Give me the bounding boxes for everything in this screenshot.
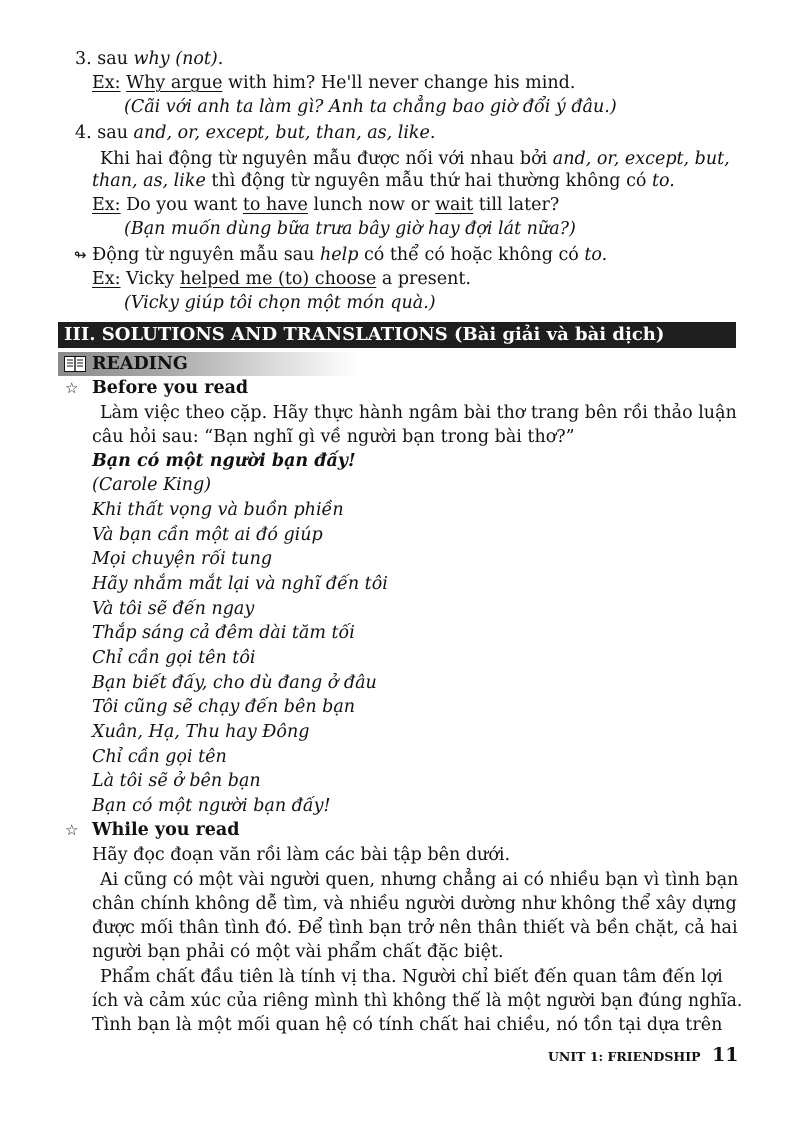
paragraph-line: Tình bạn là một mối quan hệ có tính chất hai chiều, nó tồn tại dựa trên <box>92 1015 723 1035</box>
section4-example: Ex: Do you want to have lunch now or wait till later? <box>92 195 560 215</box>
paragraph-line: ích và cảm xúc của riêng mình thì không thể là một người bạn đúng nghĩa. <box>92 991 743 1011</box>
while-heading: While you read <box>92 820 240 840</box>
poem-title: Bạn có một người bạn đấy! <box>92 451 356 471</box>
poem-author: (Carole King) <box>92 475 212 495</box>
before-line2: câu hỏi sau: “Bạn nghĩ gì về người bạn trong bài thơ?” <box>92 427 575 447</box>
star-icon: ☆ <box>65 821 79 839</box>
note-line: ↬ Động từ nguyên mẫu sau help có thể có hoặc không có to. <box>74 245 608 265</box>
poem-line: Chỉ cần gọi tên tôi <box>92 648 256 668</box>
section4-translation: (Bạn muốn dùng bữa trưa bây giờ hay đợi lát nữa?) <box>124 219 576 239</box>
poem-line: Mọi chuyện rối tung <box>92 549 273 569</box>
page-number: 11 <box>712 1044 739 1066</box>
paragraph-line: chân chính không dễ tìm, và nhiều người dường như không thể xây dựng <box>92 894 737 914</box>
example-underlined: Why argue <box>126 73 223 93</box>
section3-translation: (Cãi với anh ta làm gì? Anh ta chẳng bao giờ đổi ý đâu.) <box>124 97 617 117</box>
while-instruction: Hãy đọc đoạn văn rồi làm các bài tập bên dưới. <box>92 845 511 865</box>
before-heading: Before you read <box>92 378 249 398</box>
poem-line: Và bạn cần một ai đó giúp <box>92 525 323 545</box>
star-icon: ☆ <box>65 379 79 397</box>
paragraph-line: được mối thân tình đó. Để tình bạn trở nên thân thiết và bền chặt, cả hai <box>92 918 738 938</box>
note-arrow-icon: ↬ <box>74 246 87 264</box>
paragraph-line: Ai cũng có một vài người quen, nhưng chẳng ai có nhiều bạn vì tình bạn <box>100 870 739 890</box>
note-translation: (Vicky giúp tôi chọn một món quà.) <box>124 293 436 313</box>
poem-line: Và tôi sẽ đến ngay <box>92 599 255 619</box>
note-example: Ex: Vicky helped me (to) choose a present. <box>92 269 471 289</box>
section3-example: Ex: Why argue with him? He'll never change his mind. <box>92 73 576 93</box>
poem-line: Khi thất vọng và buồn phiền <box>92 500 344 520</box>
section4-body-line2: than, as, like thì động từ nguyên mẫu thứ hai thường không có to. <box>92 171 675 191</box>
poem-line: Bạn có một người bạn đấy! <box>92 796 331 816</box>
paragraph-line: người bạn phải có một vài phẩm chất đặc biệt. <box>92 942 504 962</box>
section-bar-title: III. SOLUTIONS AND TRANSLATIONS (Bài giải và bài dịch) <box>64 324 665 345</box>
open-book-icon <box>64 356 86 372</box>
poem-line: Bạn biết đấy, cho dù đang ở đâu <box>92 673 377 693</box>
before-line1: Làm việc theo cặp. Hãy thực hành ngâm bài thơ trang bên rồi thảo luận <box>100 403 737 423</box>
poem-line: Thắp sáng cả đêm dài tăm tối <box>92 623 355 643</box>
poem-line: Là tôi sẽ ở bên bạn <box>92 771 261 791</box>
section-bar <box>58 322 736 348</box>
footer-unit-title: UNIT 1: FRIENDSHIP <box>548 1049 701 1064</box>
poem-line: Tôi cũng sẽ chạy đến bên bạn <box>92 697 356 717</box>
section4-heading: 4. sau and, or, except, but, than, as, like. <box>75 123 436 143</box>
reading-label-bar <box>58 352 358 376</box>
paragraph-line: Phẩm chất đầu tiên là tính vị tha. Người chỉ biết đến quan tâm đến lợi <box>100 967 723 987</box>
poem-line: Hãy nhắm mắt lại và nghĩ đến tôi <box>92 574 388 594</box>
reading-label: READING <box>92 354 188 374</box>
poem-line: Chỉ cần gọi tên <box>92 747 227 767</box>
poem-line: Xuân, Hạ, Thu hay Đông <box>92 722 310 742</box>
section3-heading: 3. sau why (not). <box>75 49 224 69</box>
section4-body-line1: Khi hai động từ nguyên mẫu được nối với nhau bởi and, or, except, but, <box>100 149 730 169</box>
